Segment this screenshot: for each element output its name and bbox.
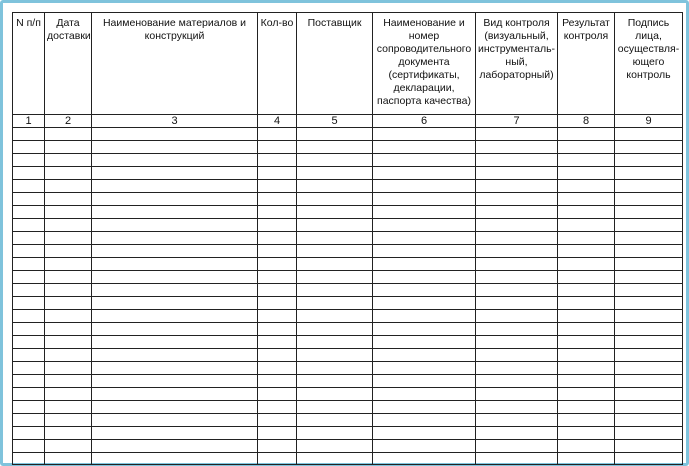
table-cell[interactable]	[558, 388, 615, 401]
table-cell[interactable]	[476, 232, 558, 245]
table-cell[interactable]	[373, 375, 476, 388]
table-cell[interactable]	[297, 232, 373, 245]
table-cell[interactable]	[92, 453, 258, 465]
table-cell[interactable]	[258, 336, 297, 349]
table-cell[interactable]	[258, 414, 297, 427]
table-cell[interactable]	[615, 336, 683, 349]
table-cell[interactable]	[297, 206, 373, 219]
table-cell[interactable]	[476, 388, 558, 401]
table-cell[interactable]	[558, 154, 615, 167]
table-cell[interactable]	[258, 401, 297, 414]
table-cell[interactable]	[373, 297, 476, 310]
table-row	[13, 388, 683, 401]
table-cell[interactable]	[373, 362, 476, 375]
table-cell[interactable]	[92, 440, 258, 453]
table-cell[interactable]	[13, 453, 45, 465]
table-cell[interactable]	[615, 297, 683, 310]
table-cell[interactable]	[558, 310, 615, 323]
table-cell[interactable]	[297, 180, 373, 193]
table-cell[interactable]	[558, 180, 615, 193]
table-row	[13, 193, 683, 206]
table-cell[interactable]	[45, 349, 92, 362]
table-cell[interactable]	[13, 284, 45, 297]
table-cell[interactable]	[615, 349, 683, 362]
table-cell[interactable]	[13, 245, 45, 258]
table-cell[interactable]	[476, 167, 558, 180]
table-cell[interactable]	[45, 414, 92, 427]
table-cell[interactable]	[45, 323, 92, 336]
table-cell[interactable]	[13, 297, 45, 310]
table-cell[interactable]	[258, 427, 297, 440]
table-cell[interactable]	[297, 219, 373, 232]
table-cell[interactable]	[558, 362, 615, 375]
table-cell[interactable]	[558, 427, 615, 440]
table-cell[interactable]	[297, 245, 373, 258]
table-cell[interactable]	[92, 362, 258, 375]
table-cell[interactable]	[258, 362, 297, 375]
table-cell[interactable]	[297, 297, 373, 310]
table-cell[interactable]	[45, 388, 92, 401]
table-cell[interactable]	[297, 154, 373, 167]
table-cell[interactable]	[615, 167, 683, 180]
table-row	[13, 206, 683, 219]
table-cell[interactable]	[615, 154, 683, 167]
table-cell[interactable]	[258, 245, 297, 258]
table-cell[interactable]	[92, 323, 258, 336]
table-cell[interactable]	[615, 310, 683, 323]
table-cell[interactable]	[558, 141, 615, 154]
table-cell[interactable]	[297, 271, 373, 284]
table-row	[13, 271, 683, 284]
table-cell[interactable]	[45, 362, 92, 375]
table-cell[interactable]	[615, 128, 683, 141]
table-cell[interactable]	[297, 310, 373, 323]
table-cell[interactable]	[45, 219, 92, 232]
table-cell[interactable]	[297, 362, 373, 375]
table-cell[interactable]	[615, 141, 683, 154]
header-cell-control-type: Вид контроля (визуальный, инструменталь-ный, лабораторный)	[476, 13, 558, 115]
table-cell[interactable]	[615, 362, 683, 375]
table-cell[interactable]	[45, 440, 92, 453]
table-cell[interactable]	[373, 128, 476, 141]
table-cell[interactable]	[558, 258, 615, 271]
table-cell[interactable]	[558, 284, 615, 297]
table-cell[interactable]	[476, 414, 558, 427]
table-cell[interactable]	[476, 180, 558, 193]
table-cell[interactable]	[476, 141, 558, 154]
header-cell-material-name: Наименование материалов и конструкций	[92, 13, 258, 115]
table-cell[interactable]	[92, 414, 258, 427]
table-cell[interactable]	[45, 284, 92, 297]
table-row	[13, 414, 683, 427]
table-cell[interactable]	[92, 167, 258, 180]
table-cell[interactable]	[258, 128, 297, 141]
table-row	[13, 427, 683, 440]
table-cell[interactable]	[258, 258, 297, 271]
table-cell[interactable]	[558, 232, 615, 245]
table-cell[interactable]	[373, 167, 476, 180]
table-cell[interactable]	[558, 401, 615, 414]
table-cell[interactable]	[13, 427, 45, 440]
table-cell[interactable]	[297, 375, 373, 388]
table-cell[interactable]	[476, 271, 558, 284]
table-cell[interactable]	[373, 453, 476, 465]
table-cell[interactable]	[373, 336, 476, 349]
table-cell[interactable]	[615, 219, 683, 232]
table-cell[interactable]	[258, 453, 297, 465]
table-cell[interactable]	[13, 375, 45, 388]
table-cell[interactable]	[92, 258, 258, 271]
table-cell[interactable]	[476, 427, 558, 440]
table-row	[13, 167, 683, 180]
table-cell[interactable]	[13, 310, 45, 323]
table-cell[interactable]	[258, 180, 297, 193]
table-cell[interactable]	[13, 401, 45, 414]
table-cell[interactable]	[45, 310, 92, 323]
table-cell[interactable]	[476, 128, 558, 141]
table-cell[interactable]	[558, 375, 615, 388]
table-cell[interactable]	[476, 310, 558, 323]
table-cell[interactable]	[13, 388, 45, 401]
table-cell[interactable]	[476, 219, 558, 232]
table-cell[interactable]	[45, 180, 92, 193]
table-row	[13, 284, 683, 297]
table-cell[interactable]	[558, 128, 615, 141]
table-cell[interactable]	[476, 323, 558, 336]
table-cell[interactable]	[297, 414, 373, 427]
table-cell[interactable]	[45, 232, 92, 245]
table-cell[interactable]	[476, 349, 558, 362]
table-row	[13, 232, 683, 245]
table-cell[interactable]	[297, 427, 373, 440]
table-row	[13, 141, 683, 154]
table-cell[interactable]	[373, 440, 476, 453]
table-cell[interactable]	[558, 219, 615, 232]
table-cell[interactable]	[373, 401, 476, 414]
table-cell[interactable]	[558, 414, 615, 427]
table-cell[interactable]	[45, 453, 92, 465]
table-cell[interactable]	[373, 349, 476, 362]
table-cell[interactable]	[615, 388, 683, 401]
table-cell[interactable]	[45, 297, 92, 310]
table-cell[interactable]	[258, 297, 297, 310]
table-cell[interactable]	[297, 193, 373, 206]
table-cell[interactable]	[258, 349, 297, 362]
table-cell[interactable]	[558, 440, 615, 453]
table-cell[interactable]	[92, 349, 258, 362]
table-cell[interactable]	[13, 232, 45, 245]
table-cell[interactable]	[297, 388, 373, 401]
table-cell[interactable]	[45, 245, 92, 258]
table-cell[interactable]	[258, 284, 297, 297]
table-cell[interactable]	[13, 128, 45, 141]
table-cell[interactable]	[476, 193, 558, 206]
table-cell[interactable]	[258, 193, 297, 206]
table-cell[interactable]	[373, 180, 476, 193]
table-cell[interactable]	[297, 323, 373, 336]
table-cell[interactable]	[13, 336, 45, 349]
table-cell[interactable]	[373, 219, 476, 232]
table-cell[interactable]	[558, 271, 615, 284]
table-cell[interactable]	[92, 427, 258, 440]
table-cell[interactable]	[615, 414, 683, 427]
table-row	[13, 375, 683, 388]
table-cell[interactable]	[92, 206, 258, 219]
table-cell[interactable]	[45, 206, 92, 219]
table-cell[interactable]	[258, 440, 297, 453]
table-cell[interactable]	[258, 375, 297, 388]
header-cell-control-result: Результат контроля	[558, 13, 615, 115]
table-row	[13, 297, 683, 310]
table-row	[13, 349, 683, 362]
table-cell[interactable]	[373, 206, 476, 219]
table-cell[interactable]	[297, 440, 373, 453]
header-cell-delivery-date: Дата доставки	[45, 13, 92, 115]
table-cell[interactable]	[13, 154, 45, 167]
table-cell[interactable]	[45, 141, 92, 154]
table-cell[interactable]	[297, 258, 373, 271]
table-cell[interactable]	[13, 258, 45, 271]
table-cell[interactable]	[558, 453, 615, 465]
table-cell[interactable]	[615, 245, 683, 258]
table-cell[interactable]	[615, 258, 683, 271]
table-cell[interactable]	[258, 154, 297, 167]
materials-control-journal-table	[12, 12, 683, 465]
table-row	[13, 219, 683, 232]
table-cell[interactable]	[373, 245, 476, 258]
column-number: 5	[297, 115, 373, 128]
table-row	[13, 336, 683, 349]
column-number: 1	[13, 115, 45, 128]
table-cell[interactable]	[558, 323, 615, 336]
column-number: 9	[615, 115, 683, 128]
table-row	[13, 440, 683, 453]
table-cell[interactable]	[13, 349, 45, 362]
table-cell[interactable]	[615, 284, 683, 297]
table-cell[interactable]	[615, 453, 683, 465]
header-cell-supplier: Поставщик	[297, 13, 373, 115]
table-cell[interactable]	[92, 336, 258, 349]
table-cell[interactable]	[13, 167, 45, 180]
table-cell[interactable]	[558, 297, 615, 310]
table-row	[13, 245, 683, 258]
table-cell[interactable]	[45, 375, 92, 388]
header-cell-signature: Подпись лица, осуществля-ющего контроль	[615, 13, 683, 115]
table-cell[interactable]	[615, 440, 683, 453]
table-cell[interactable]	[45, 271, 92, 284]
table-row	[13, 401, 683, 414]
table-cell[interactable]	[297, 128, 373, 141]
column-number-row	[13, 115, 683, 128]
table-cell[interactable]	[373, 232, 476, 245]
column-number: 4	[258, 115, 297, 128]
table-row	[13, 362, 683, 375]
table-cell[interactable]	[258, 232, 297, 245]
table-cell[interactable]	[476, 206, 558, 219]
table-cell[interactable]	[258, 271, 297, 284]
table-cell[interactable]	[258, 219, 297, 232]
table-row	[13, 323, 683, 336]
table-cell[interactable]	[92, 284, 258, 297]
table-cell[interactable]	[373, 141, 476, 154]
header-cell-index: N п/п	[13, 13, 45, 115]
header-cell-document: Наименование и номер сопроводительного документа (сертификаты, декларации, паспорта качества)	[373, 13, 476, 115]
table-cell[interactable]	[13, 362, 45, 375]
table-cell[interactable]	[297, 167, 373, 180]
table-cell[interactable]	[615, 375, 683, 388]
table-cell[interactable]	[258, 388, 297, 401]
table-cell[interactable]	[373, 258, 476, 271]
column-number: 8	[558, 115, 615, 128]
table-cell[interactable]	[373, 154, 476, 167]
table-cell[interactable]	[297, 336, 373, 349]
table-cell[interactable]	[258, 206, 297, 219]
table-row	[13, 258, 683, 271]
table-cell[interactable]	[297, 401, 373, 414]
table-cell[interactable]	[92, 375, 258, 388]
table-cell[interactable]	[13, 414, 45, 427]
table-cell[interactable]	[476, 258, 558, 271]
table-cell[interactable]	[92, 297, 258, 310]
table-row	[13, 128, 683, 141]
table-cell[interactable]	[92, 219, 258, 232]
table-cell[interactable]	[92, 141, 258, 154]
table-row	[13, 180, 683, 193]
table-cell[interactable]	[45, 401, 92, 414]
table-cell[interactable]	[297, 284, 373, 297]
table-cell[interactable]	[297, 453, 373, 465]
table-cell[interactable]	[476, 154, 558, 167]
table-cell[interactable]	[13, 193, 45, 206]
table-cell[interactable]	[615, 206, 683, 219]
table-row	[13, 310, 683, 323]
table-cell[interactable]	[558, 336, 615, 349]
table-cell[interactable]	[92, 388, 258, 401]
table-cell[interactable]	[615, 232, 683, 245]
table-cell[interactable]	[615, 427, 683, 440]
table-cell[interactable]	[92, 154, 258, 167]
header-row	[13, 13, 683, 115]
table-cell[interactable]	[92, 271, 258, 284]
table-cell[interactable]	[476, 297, 558, 310]
table-cell[interactable]	[297, 141, 373, 154]
table-cell[interactable]	[13, 323, 45, 336]
table-cell[interactable]	[373, 388, 476, 401]
table-cell[interactable]	[476, 284, 558, 297]
header-cell-quantity: Кол-во	[258, 13, 297, 115]
table-cell[interactable]	[92, 193, 258, 206]
column-number: 2	[45, 115, 92, 128]
table-cell[interactable]	[92, 232, 258, 245]
table-cell[interactable]	[13, 440, 45, 453]
table-cell[interactable]	[13, 180, 45, 193]
table-cell[interactable]	[45, 128, 92, 141]
table-cell[interactable]	[558, 193, 615, 206]
column-number: 3	[92, 115, 258, 128]
table-cell[interactable]	[45, 154, 92, 167]
table-cell[interactable]	[558, 167, 615, 180]
table-cell[interactable]	[615, 323, 683, 336]
table-cell[interactable]	[476, 453, 558, 465]
table-cell[interactable]	[92, 310, 258, 323]
table-cell[interactable]	[45, 193, 92, 206]
table-cell[interactable]	[45, 427, 92, 440]
table-cell[interactable]	[373, 323, 476, 336]
table-cell[interactable]	[373, 310, 476, 323]
table-cell[interactable]	[558, 245, 615, 258]
table-cell[interactable]	[258, 167, 297, 180]
table-row	[13, 154, 683, 167]
table-cell[interactable]	[476, 401, 558, 414]
table-cell[interactable]	[92, 128, 258, 141]
table-cell[interactable]	[92, 180, 258, 193]
table-cell[interactable]	[476, 440, 558, 453]
column-number: 6	[373, 115, 476, 128]
table-cell[interactable]	[92, 245, 258, 258]
column-number: 7	[476, 115, 558, 128]
table-cell[interactable]	[476, 362, 558, 375]
table-cell[interactable]	[373, 284, 476, 297]
table-cell[interactable]	[373, 193, 476, 206]
table-cell[interactable]	[92, 401, 258, 414]
table-cell[interactable]	[558, 206, 615, 219]
table-cell[interactable]	[615, 401, 683, 414]
table-cell[interactable]	[615, 271, 683, 284]
table-cell[interactable]	[258, 323, 297, 336]
table-cell[interactable]	[258, 141, 297, 154]
table-cell[interactable]	[13, 141, 45, 154]
table-cell[interactable]	[373, 271, 476, 284]
table-cell[interactable]	[476, 336, 558, 349]
table-cell[interactable]	[45, 258, 92, 271]
table-cell[interactable]	[297, 349, 373, 362]
table-row	[13, 453, 683, 465]
table-cell[interactable]	[615, 180, 683, 193]
table-cell[interactable]	[373, 414, 476, 427]
table-cell[interactable]	[258, 310, 297, 323]
table-cell[interactable]	[373, 427, 476, 440]
table-cell[interactable]	[13, 219, 45, 232]
table-cell[interactable]	[13, 206, 45, 219]
table-cell[interactable]	[45, 336, 92, 349]
table-cell[interactable]	[558, 349, 615, 362]
table-cell[interactable]	[476, 375, 558, 388]
table-cell[interactable]	[13, 271, 45, 284]
table-cell[interactable]	[45, 167, 92, 180]
table-cell[interactable]	[476, 245, 558, 258]
table-cell[interactable]	[615, 193, 683, 206]
